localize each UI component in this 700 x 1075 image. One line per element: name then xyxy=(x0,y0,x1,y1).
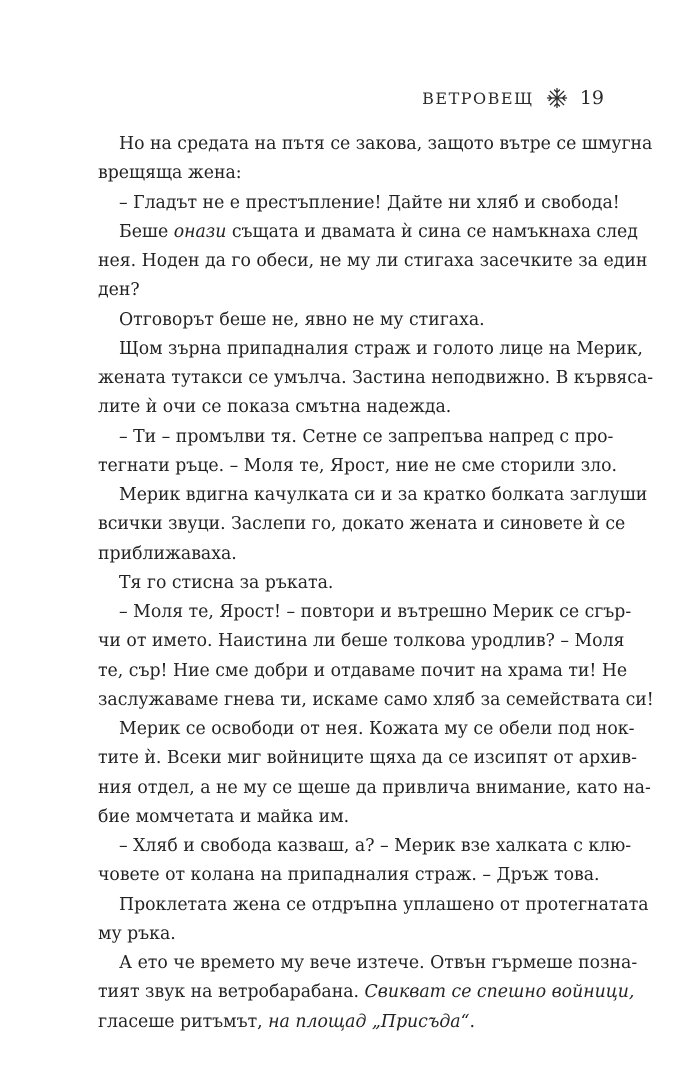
line-text: Но на средата на пътя се закова, защото вътре се шмугна xyxy=(119,134,653,154)
text-line xyxy=(98,803,606,832)
text-line xyxy=(98,247,648,276)
running-title: ВЕТРОВЕЩ xyxy=(422,88,534,108)
italic-text: Свикват се спешно войници, xyxy=(364,982,635,1003)
line-text: Беше xyxy=(119,221,174,242)
text-line xyxy=(98,920,606,949)
text-line xyxy=(98,774,651,803)
line-text: заслужаваме гнева ти, искаме само хляб за семействата си! xyxy=(98,689,654,710)
text-line xyxy=(98,569,606,598)
body-text xyxy=(98,130,654,1037)
running-header xyxy=(422,86,604,110)
text-line xyxy=(98,159,606,188)
text-line xyxy=(98,891,649,920)
line-text: чи от името. Наистина ли беше толкова уродлив? – Моля xyxy=(98,631,625,652)
line-text: човете от колана на припадналия страж. – Дръж това. xyxy=(98,865,600,886)
text-line xyxy=(98,627,625,656)
text-line xyxy=(98,861,606,890)
italic-text: на площад „Присъда“ xyxy=(268,1011,470,1032)
line-text: нея. Ноден да го обеси, не му ли стигаха засечките за един xyxy=(98,251,648,271)
text-line xyxy=(98,1008,606,1037)
line-text: лите ѝ очи се показа смътна надежда. xyxy=(98,397,452,418)
text-line xyxy=(98,393,606,422)
text-line xyxy=(98,276,606,305)
text-line xyxy=(98,540,606,569)
line-text: ден? xyxy=(98,280,140,301)
text-line xyxy=(98,481,648,510)
line-text: тият звук на ветробарабана. xyxy=(98,982,365,1003)
line-text: жената тутакси се умълча. Застина неподвижно. В кървясa- xyxy=(98,368,654,388)
line-text: – Моля те, Ярост! – повтори и вътрешно Мерик се сгър- xyxy=(119,602,632,622)
text-line xyxy=(98,978,635,1007)
line-text: тегнати ръце. – Моля те, Ярост, ние не сме сторили зло. xyxy=(98,455,617,476)
text-line xyxy=(98,744,638,773)
line-text: – Ти – промълви тя. Сетне се запрепъва напред с про- xyxy=(119,426,614,447)
text-line xyxy=(98,364,654,393)
text-line xyxy=(98,218,638,247)
line-text: Щом зърна припадналия страж и голото лице на Мерик, xyxy=(119,338,643,359)
line-text: Тя го стисна за ръката. xyxy=(119,572,334,593)
line-text: Проклетата жена се отдръпна уплашено от протегнатата xyxy=(119,894,649,915)
text-line xyxy=(98,832,632,861)
text-line xyxy=(98,510,626,539)
italic-text: онази xyxy=(173,221,227,242)
page-number: 19 xyxy=(579,87,604,109)
text-line xyxy=(98,452,617,481)
text-line xyxy=(98,189,620,218)
text-line xyxy=(98,949,638,978)
text-line xyxy=(98,686,654,715)
line-text: му ръка. xyxy=(98,923,176,944)
line-text: А ето че времето му вече изтече. Отвън гърмеше позна- xyxy=(119,953,638,973)
line-text: Мерик се освободи от нея. Кожата му се обели под нок- xyxy=(119,719,635,739)
line-text: Отговорът беше не, явно не му стигаха. xyxy=(119,309,485,330)
line-text: те, сър! Ние сме добри и отдаваме почит на храма ти! Не xyxy=(98,660,628,681)
text-line xyxy=(98,598,632,627)
line-text: приближаваха. xyxy=(98,543,237,564)
line-text: гласеше ритъмът, xyxy=(98,1011,269,1032)
text-line xyxy=(98,657,628,686)
text-line xyxy=(98,335,643,364)
snowflake-ornament-icon xyxy=(546,87,568,109)
line-text: тите ѝ. Всеки миг войниците щяха да се изсипят от архив- xyxy=(98,748,638,769)
text-line xyxy=(98,715,635,744)
line-text: същата и двамата ѝ сина се намъкнаха след xyxy=(226,221,638,242)
line-text: – Хляб и свобода казваш, а? – Мерик взе халката с клю- xyxy=(119,836,632,856)
line-text: Мерик вдигна качулката си и за кратко болката заглуши xyxy=(119,485,648,505)
line-text: всички звуци. Заслепи го, докато жената и синовете ѝ се xyxy=(98,514,626,535)
line-text: . xyxy=(469,1011,475,1032)
line-text: – Гладът не е престъпление! Дайте ни хляб и свобода! xyxy=(119,192,620,213)
text-line xyxy=(98,130,653,159)
line-text: бие момчетата и майка им. xyxy=(98,806,350,827)
text-line xyxy=(98,306,606,335)
line-text: ния отдел, а не му се щеше да привлича внимание, като на- xyxy=(98,777,651,798)
line-text: врещяща жена: xyxy=(98,163,242,184)
text-line xyxy=(98,423,614,452)
